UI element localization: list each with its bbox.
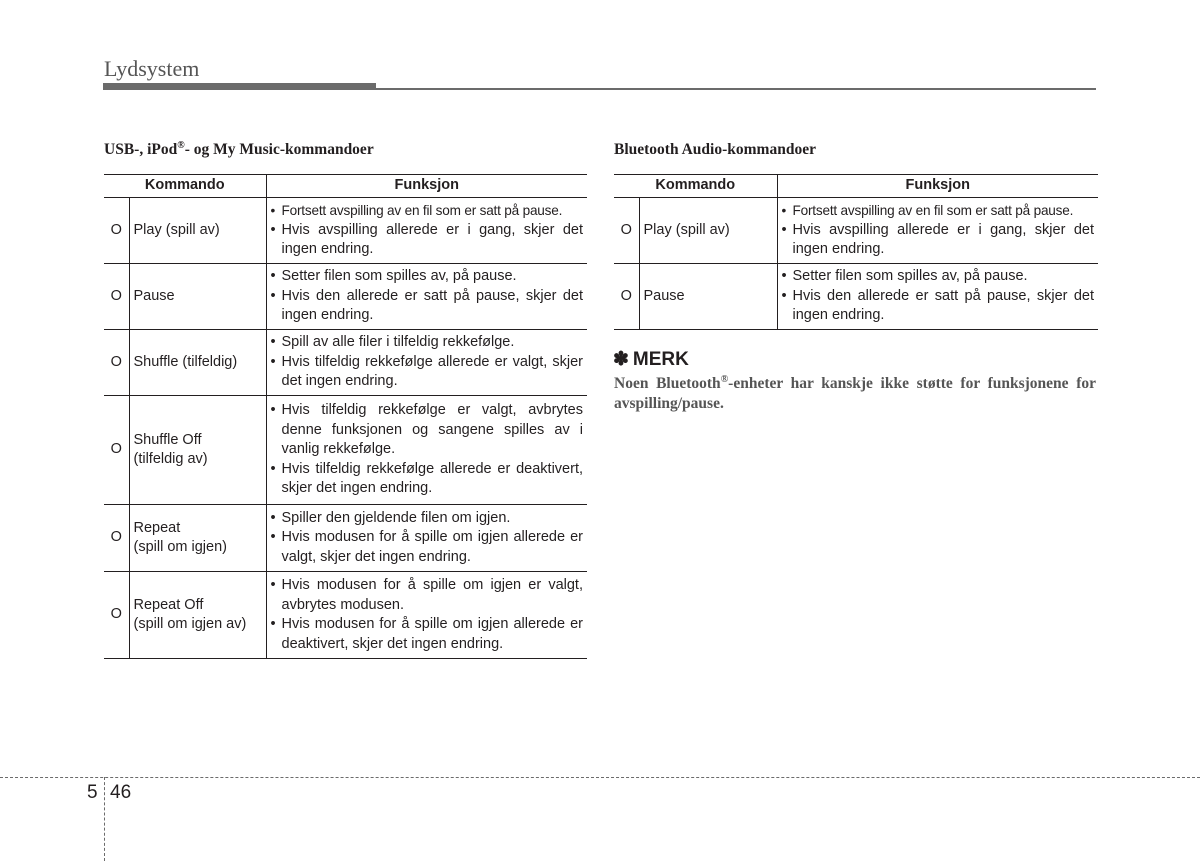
bullet-item: • Setter filen som spilles av, på pause. (782, 267, 1095, 287)
bullet-item: • Fortsett avspilling av en fil som er satt på pause. (271, 201, 584, 221)
table-row (614, 264, 1098, 330)
command-name: Pause (129, 264, 266, 330)
column-header-command: Kommando (104, 175, 266, 198)
table-row (104, 572, 587, 659)
bullet-item: • Hvis tilfeldig rekkefølge er valgt, avbrytes denne funksjonen og sangene spilles av i vanlig rekkefølge. (271, 401, 584, 460)
bluetooth-command-table (614, 174, 1098, 330)
function-description (266, 264, 587, 330)
command-name: Play (spill av) (129, 198, 266, 264)
bullet-item: • Spiller den gjeldende filen om igjen. (271, 509, 584, 529)
bullet-item: • Hvis tilfeldig rekkefølge allerede er deaktivert, skjer det ingen endring. (271, 460, 584, 499)
function-description (266, 198, 587, 264)
command-name (129, 505, 266, 572)
table-header-row (614, 175, 1098, 198)
table-row (104, 330, 587, 396)
usb-command-table (104, 174, 587, 659)
table-header-row (104, 175, 587, 198)
note-text (614, 374, 1096, 414)
function-description (266, 396, 587, 505)
table-row (104, 264, 587, 330)
control-icon: O (104, 572, 129, 659)
usb-heading-post: - og My Music-kommandoer (184, 141, 374, 158)
control-icon: O (614, 264, 639, 330)
bullet-item: • Hvis avspilling allerede er i gang, skjer det ingen endring. (782, 221, 1095, 260)
control-icon: O (104, 396, 129, 505)
footer-vertical-divider (104, 777, 105, 861)
command-name: Shuffle (tilfeldig) (129, 330, 266, 396)
table-row (104, 198, 587, 264)
control-icon: O (104, 505, 129, 572)
bullet-item: • Hvis modusen for å spille om igjen allerede er deaktivert, skjer det ingen endring. (271, 615, 584, 654)
usb-section-heading (104, 141, 374, 159)
command-name: Play (spill av) (639, 198, 777, 264)
bullet-item: • Setter filen som spilles av, på pause. (271, 267, 584, 287)
title-rule-line (376, 88, 1096, 90)
bullet-item: • Hvis tilfeldig rekkefølge allerede er valgt, skjer det ingen endring. (271, 353, 584, 392)
note-star-icon: ✽ (613, 349, 629, 370)
command-name (129, 396, 266, 505)
function-description (266, 572, 587, 659)
command-name: Pause (639, 264, 777, 330)
note-heading (613, 348, 689, 371)
column-header-command: Kommando (614, 175, 777, 198)
command-name (129, 572, 266, 659)
command-name-line: (tilfeldig av) (133, 451, 208, 467)
footer-divider (0, 777, 1200, 778)
table-row (104, 505, 587, 572)
bluetooth-section-heading: Bluetooth Audio-kommandoer (614, 141, 816, 158)
table-row (614, 198, 1098, 264)
function-description (266, 330, 587, 396)
chapter-number: 5 (87, 782, 98, 803)
command-name-line: Repeat (133, 519, 181, 536)
page-number: 46 (110, 782, 132, 803)
usb-heading-pre: USB-, iPod (104, 141, 178, 158)
registered-mark: ® (720, 373, 729, 385)
control-icon: O (104, 264, 129, 330)
title-rule (103, 83, 376, 90)
note-text-post: -enheter har kanskje ikke støtte for funksjonene for avspilling/pause. (614, 375, 1096, 412)
column-header-function: Funksjon (777, 175, 1098, 198)
bullet-item: • Spill av alle filer i tilfeldig rekkefølge. (271, 333, 584, 353)
command-name-line: Repeat Off (133, 596, 204, 613)
control-icon: O (104, 198, 129, 264)
page-title: Lydsystem (104, 56, 200, 81)
function-description (777, 264, 1098, 330)
bullet-item: • Hvis den allerede er satt på pause, skjer det ingen endring. (782, 287, 1095, 326)
registered-mark: ® (177, 139, 185, 151)
bullet-item: • Hvis den allerede er satt på pause, skjer det ingen endring. (271, 287, 584, 326)
table-row (104, 396, 587, 505)
control-icon: O (614, 198, 639, 264)
command-name-line: Shuffle Off (133, 431, 202, 448)
column-header-function: Funksjon (266, 175, 587, 198)
function-description (777, 198, 1098, 264)
note-text-pre: Noen Bluetooth (614, 375, 721, 392)
note-heading-label: MERK (632, 349, 689, 370)
command-name-line: (spill om igjen) (133, 539, 227, 555)
function-description (266, 505, 587, 572)
control-icon: O (104, 330, 129, 396)
bullet-item: • Fortsett avspilling av en fil som er satt på pause. (782, 201, 1095, 221)
bullet-item: • Hvis avspilling allerede er i gang, skjer det ingen endring. (271, 221, 584, 260)
bullet-item: • Hvis modusen for å spille om igjen er valgt, avbrytes modusen. (271, 576, 584, 615)
bullet-item: • Hvis modusen for å spille om igjen allerede er valgt, skjer det ingen endring. (271, 528, 584, 567)
command-name-line: (spill om igjen av) (133, 616, 247, 632)
